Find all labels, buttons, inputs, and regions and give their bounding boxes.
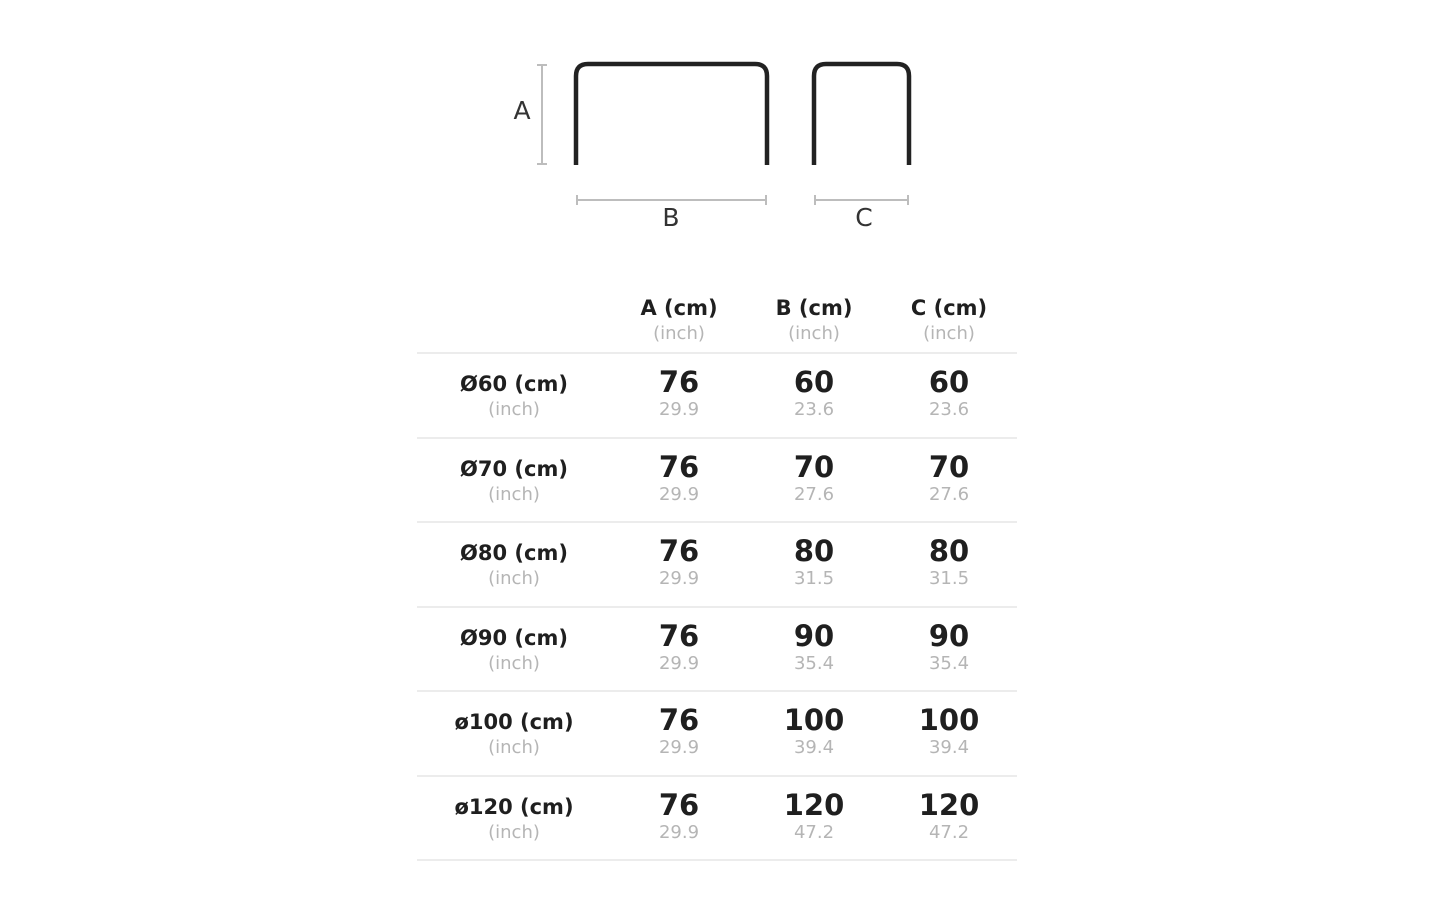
unit-label: (inch) [488,568,540,589]
value-inch: 27.6 [928,483,970,505]
value-inch: 29.9 [658,737,700,758]
dimension-b-label: B [662,203,680,232]
diameter-label: Ø90 (cm) [460,625,568,650]
value-cm: 100 [783,703,845,737]
header-a-unit: (inch) [653,323,705,344]
value-inch: 47.2 [928,821,970,843]
value-cm: 120 [918,787,980,822]
value-inch: 27.6 [793,483,835,505]
value-cm: 76 [658,703,700,737]
value-inch: 39.4 [928,737,970,758]
value-c [849,523,1049,591]
table-header-row [417,287,1017,354]
unit-label: (inch) [488,399,540,420]
value-cm: 76 [658,618,700,653]
table-dimension-diagram [0,0,1440,260]
value-cm: 60 [793,365,835,399]
value-cm: 76 [658,787,700,822]
value-inch: 39.4 [793,737,835,758]
value-cm: 100 [918,703,980,737]
value-cm: 76 [658,534,700,568]
value-cm: 120 [783,787,845,822]
table-row [417,777,1017,862]
unit-label: (inch) [488,652,540,674]
unit-label: (inch) [488,483,540,505]
header-b-unit: (inch) [788,323,840,344]
value-cm: 90 [793,618,835,653]
dimension-a-label: A [513,96,531,125]
value-inch: 23.6 [793,399,835,420]
table-row [417,523,1017,608]
value-c [849,777,1049,845]
diameter-label: Ø70 (cm) [460,456,568,481]
header-c [849,287,1049,346]
value-inch: 31.5 [928,568,970,589]
dimension-a-line [537,65,547,164]
table-row [417,439,1017,524]
value-cm: 70 [928,449,970,484]
side-view-outline [814,64,909,165]
header-a-label: A (cm) [640,296,718,320]
table-row [417,608,1017,693]
value-inch: 35.4 [928,652,970,674]
value-c [849,439,1049,507]
dimension-c-label: C [855,203,873,232]
value-inch: 23.6 [928,399,970,420]
value-inch: 29.9 [658,652,700,674]
unit-label: (inch) [488,737,540,758]
size-table [417,287,1017,861]
value-inch: 47.2 [793,821,835,843]
value-cm: 70 [793,449,835,484]
header-c-unit: (inch) [923,323,975,344]
value-c [849,608,1049,676]
value-inch: 31.5 [793,568,835,589]
value-c [849,354,1049,422]
value-inch: 29.9 [658,821,700,843]
value-cm: 80 [793,534,835,568]
value-cm: 76 [658,449,700,484]
value-cm: 90 [928,618,970,653]
value-inch: 29.9 [658,399,700,420]
diameter-label: Ø60 (cm) [460,372,568,396]
value-cm: 60 [928,365,970,399]
value-inch: 35.4 [793,652,835,674]
front-view-outline [576,64,767,165]
value-cm: 76 [658,365,700,399]
diameter-label: ø100 (cm) [454,710,574,734]
value-c [849,692,1049,760]
diameter-label: Ø80 (cm) [460,541,568,565]
table-row [417,692,1017,777]
diameter-label: ø120 (cm) [454,794,574,819]
table-row [417,354,1017,439]
header-b-label: B (cm) [775,296,853,320]
value-inch: 29.9 [658,483,700,505]
value-inch: 29.9 [658,568,700,589]
unit-label: (inch) [488,821,540,843]
header-c-label: C (cm) [910,296,988,320]
value-cm: 80 [928,534,970,568]
